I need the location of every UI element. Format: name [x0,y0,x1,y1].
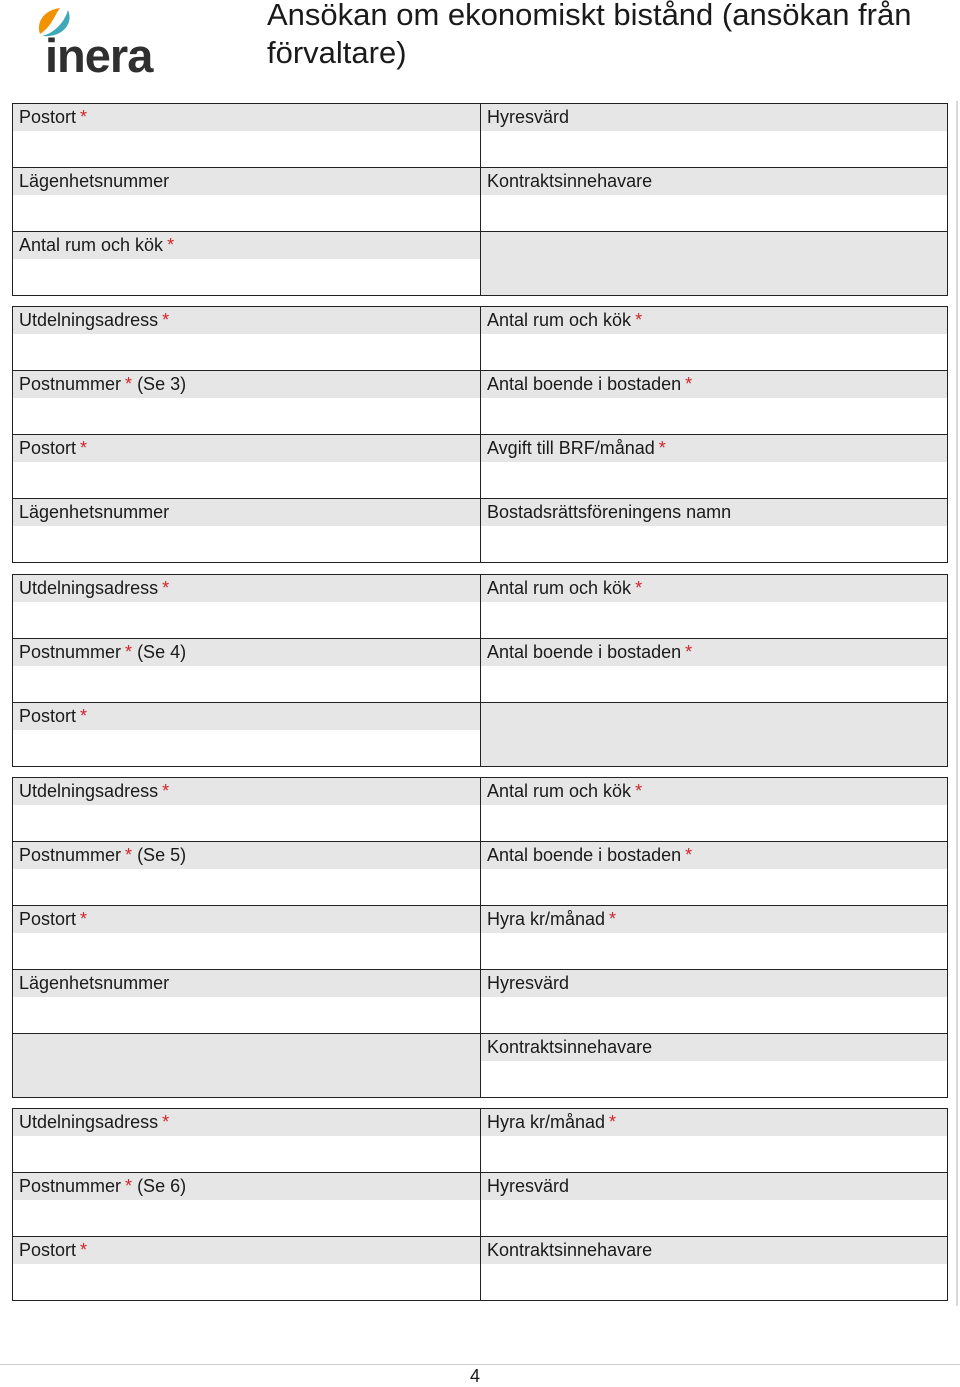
field-input-area[interactable] [13,805,480,841]
required-marker: * [167,235,175,255]
field-input-area[interactable] [481,462,947,498]
field-label-text: Utdelningsadress [19,310,159,330]
field-label-text: Avgift till BRF/månad [487,438,655,458]
form-field [480,104,948,167]
field-label-text: Antal boende i bostaden [487,845,682,865]
field-input-area[interactable] [481,1200,947,1236]
title-line-2: förvaltare) [267,35,407,70]
empty-cell [12,1034,480,1097]
field-label-text: Postort [19,107,77,127]
form-field [12,104,480,167]
form-field [480,1109,948,1172]
field-input-area[interactable] [13,334,480,370]
field-label-text: Antal boende i bostaden [487,642,682,662]
footer-divider [0,1364,960,1365]
field-label [481,1173,947,1200]
field-input-area[interactable] [481,666,947,702]
field-label-text: Utdelningsadress [19,578,159,598]
form-section [12,1108,948,1301]
field-input-area[interactable] [13,997,480,1033]
field-label [13,639,480,666]
form-row [12,842,948,906]
form-row [12,371,948,435]
form-field [12,639,480,702]
field-label-text: Antal rum och kök [487,310,632,330]
form-field [480,371,948,434]
form-field [12,499,480,562]
field-input-area[interactable] [481,602,947,638]
form-field [480,970,948,1033]
required-marker: * [658,438,666,458]
field-input-area[interactable] [13,666,480,702]
required-marker: * [125,1176,133,1196]
form-row [12,906,948,970]
field-label [481,1109,947,1136]
field-label-text: Postort [19,706,77,726]
field-label-text: Hyresvärd [487,107,570,127]
form-field [480,575,948,638]
required-marker: * [80,107,88,127]
page-title [267,0,957,72]
form-field [480,778,948,841]
field-input-area[interactable] [13,869,480,905]
field-input-area[interactable] [481,997,947,1033]
required-marker: * [635,310,643,330]
required-marker: * [162,310,170,330]
form-field [480,499,948,562]
form-row [12,499,948,563]
form-field [12,970,480,1033]
field-label-text: Antal rum och kök [19,235,164,255]
field-input-area[interactable] [13,526,480,562]
field-label-text: Utdelningsadress [19,781,159,801]
form-row [12,307,948,371]
form-field [480,906,948,969]
field-label-text: Postnummer [19,1176,122,1196]
form-field [480,1173,948,1236]
required-marker: * [80,706,88,726]
field-label [13,371,480,398]
field-label [481,1034,947,1061]
required-marker: * [125,642,133,662]
form-field [12,371,480,434]
field-label [13,104,480,131]
field-label-note: (Se 4) [137,642,187,662]
field-label [13,703,480,730]
form-row [12,778,948,842]
form-field [480,307,948,370]
field-label-text: Utdelningsadress [19,1112,159,1132]
form-row [12,1173,948,1237]
field-label-text: Hyra kr/månad [487,1112,606,1132]
field-label [13,1237,480,1264]
form-section [12,574,948,767]
logo-text: inera [45,29,153,82]
field-label-text: Lägenhetsnummer [19,973,170,993]
field-label-text: Postort [19,1240,77,1260]
empty-cell [480,703,948,766]
field-input-area[interactable] [13,462,480,498]
title-line-1: Ansökan om ekonomiskt bistånd (ansökan från [267,0,912,32]
form-field [12,232,480,295]
field-input-area[interactable] [13,1264,480,1300]
form-field [480,639,948,702]
required-marker: * [80,909,88,929]
form-field [480,842,948,905]
form-row [12,703,948,767]
required-marker: * [609,1112,617,1132]
field-label-text: Kontraktsinnehavare [487,1240,653,1260]
field-input-area[interactable] [13,730,480,766]
field-label [481,970,947,997]
field-input-area[interactable] [481,1264,947,1300]
page-edge-shadow [956,101,958,1306]
field-label [481,104,947,131]
field-label-text: Hyra kr/månad [487,909,606,929]
required-marker: * [162,578,170,598]
field-input-area[interactable] [481,526,947,562]
field-label [481,307,947,334]
form-field [12,778,480,841]
form-field [12,575,480,638]
required-marker: * [685,374,693,394]
field-label [13,307,480,334]
field-label-text: Kontraktsinnehavare [487,171,653,191]
field-label [481,639,947,666]
form-field [12,1109,480,1172]
field-label-note: (Se 5) [137,845,187,865]
field-label-text: Antal rum och kök [487,781,632,801]
field-label-text: Postort [19,909,77,929]
form-row [12,970,948,1034]
field-label [481,842,947,869]
field-label-text: Hyresvärd [487,1176,570,1196]
field-input-area[interactable] [481,398,947,434]
field-input-area[interactable] [481,1136,947,1172]
field-label-text: Postnummer [19,642,122,662]
form-field [12,168,480,231]
field-input-area[interactable] [481,869,947,905]
field-label-text: Antal boende i bostaden [487,374,682,394]
inera-logo [34,4,164,82]
required-marker: * [162,1112,170,1132]
field-input-area[interactable] [13,1200,480,1236]
required-marker: * [162,781,170,801]
field-label-text: Lägenhetsnummer [19,502,170,522]
field-label [481,778,947,805]
required-marker: * [685,642,693,662]
field-label [481,906,947,933]
required-marker: * [635,578,643,598]
form-row [12,232,948,296]
field-label [13,232,480,259]
field-input-area[interactable] [481,1061,947,1097]
field-label-note: (Se 3) [137,374,187,394]
field-label-text: Postnummer [19,374,122,394]
field-label [13,906,480,933]
field-input-area[interactable] [13,131,480,167]
field-label-text: Postnummer [19,845,122,865]
field-input-area[interactable] [481,933,947,969]
form-field [480,168,948,231]
form-row [12,575,948,639]
field-input-area[interactable] [481,195,947,231]
field-label-text: Lägenhetsnummer [19,171,170,191]
field-label [13,575,480,602]
field-input-area[interactable] [481,805,947,841]
form-section [12,777,948,1098]
form-field [12,906,480,969]
required-marker: * [635,781,643,801]
field-label [13,842,480,869]
field-input-area[interactable] [13,398,480,434]
field-input-area[interactable] [481,131,947,167]
field-label [13,168,480,195]
required-marker: * [609,909,617,929]
field-input-area[interactable] [13,933,480,969]
form-row [12,1109,948,1173]
field-label [481,435,947,462]
form-row [12,1237,948,1301]
field-label [481,168,947,195]
field-input-area[interactable] [481,334,947,370]
field-label-text: Antal rum och kök [487,578,632,598]
form-row [12,435,948,499]
form-field [12,842,480,905]
field-label [481,371,947,398]
required-marker: * [125,374,133,394]
field-input-area[interactable] [13,602,480,638]
form-row [12,168,948,232]
form-field [480,1034,948,1097]
field-label [481,499,947,526]
field-label [481,1237,947,1264]
form-field [12,1237,480,1300]
field-label [13,499,480,526]
field-label [481,575,947,602]
form-field [480,435,948,498]
field-label-text: Hyresvärd [487,973,570,993]
field-label [13,435,480,462]
empty-cell [480,232,948,295]
form-row [12,639,948,703]
form-row [12,1034,948,1098]
form-row [12,104,948,168]
form-field [12,435,480,498]
field-input-area[interactable] [13,1136,480,1172]
field-input-area[interactable] [13,195,480,231]
field-label [13,778,480,805]
required-marker: * [125,845,133,865]
field-label [13,970,480,997]
required-marker: * [80,438,88,458]
field-label-note: (Se 6) [137,1176,187,1196]
form-section [12,103,948,296]
form-field [12,1173,480,1236]
field-label [13,1173,480,1200]
field-label-text: Kontraktsinnehavare [487,1037,653,1057]
form-field [12,307,480,370]
form-field [480,1237,948,1300]
page-number: 4 [470,1366,481,1386]
field-label [13,1109,480,1136]
field-label-text: Postort [19,438,77,458]
field-input-area[interactable] [13,259,480,295]
required-marker: * [80,1240,88,1260]
form-section [12,306,948,563]
required-marker: * [685,845,693,865]
form-field [12,703,480,766]
field-label-text: Bostadsrättsföreningens namn [487,502,732,522]
